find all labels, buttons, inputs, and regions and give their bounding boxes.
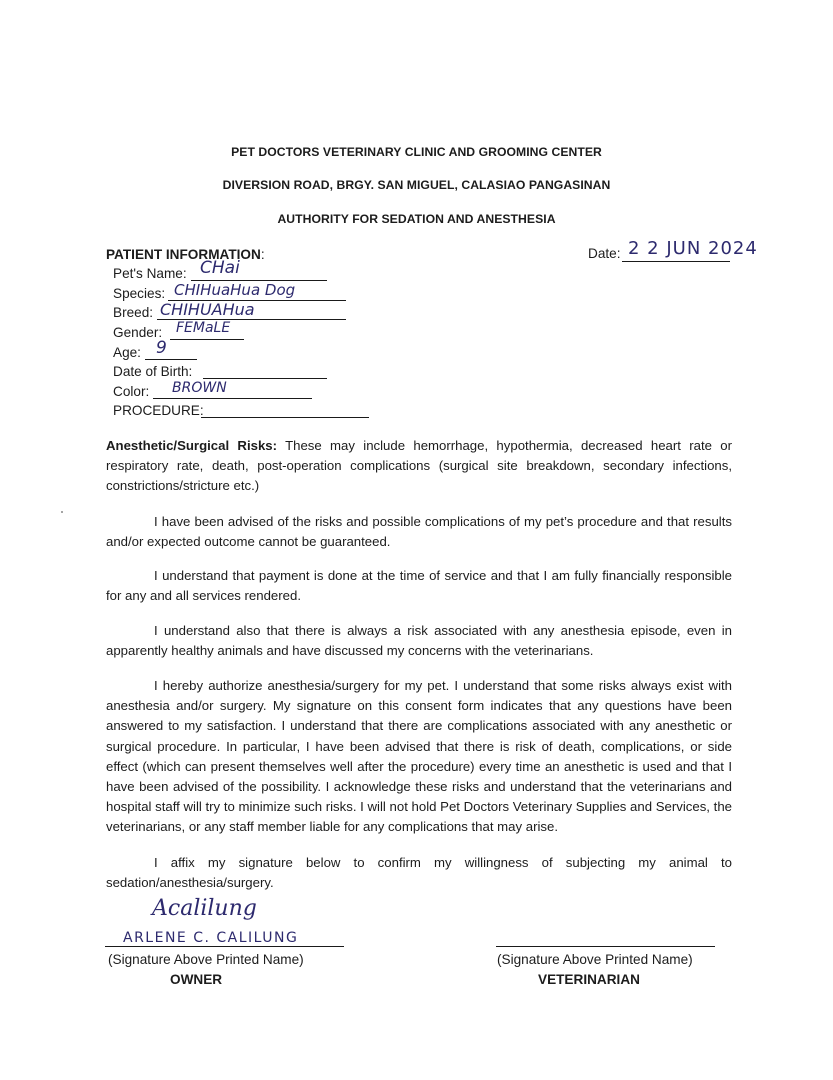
authorization-paragraph [106,676,732,838]
species-value: CHIHuaHua Dog [174,281,296,299]
color-label: Color: [113,384,150,399]
pet-name-value: CHai [200,258,240,278]
advised-paragraph [106,512,732,552]
risk-understanding-text: I understand also that there is always a risk associated with any anesthesia episode, even in apparently healthy animals and have discussed my concerns with the veterinarians. [106,623,732,659]
owner-signature-line [105,946,344,947]
vet-signature-line [496,946,715,947]
age-value: 9 [156,338,167,358]
form-title: AUTHORITY FOR SEDATION AND ANESTHESIA [277,212,556,226]
owner-signature-caption: (Signature Above Printed Name) [108,952,304,967]
risks-text: These may include hemorrhage, hypothermia, decreased heart rate or respiratory rate, death, post-operation complications (surgical site breakdown, secondary infections, constrictions/stricture etc.) [106,438,732,494]
dob-label: Date of Birth: [113,364,193,379]
scan-speck [61,511,63,513]
species-label: Species: [113,286,166,301]
color-value: BROWN [172,380,227,396]
advised-text: I have been advised of the risks and possible complications of my pet’s procedure and that results and/or expected outcome cannot be guaranteed. [106,514,732,550]
owner-printed-name: ARLENE C. CALILUNG [123,930,299,946]
risk-understanding-paragraph [106,621,732,661]
clinic-address: DIVERSION ROAD, BRGY. SAN MIGUEL, CALASIAO PANGASINAN [222,178,611,192]
clinic-name: PET DOCTORS VETERINARY CLINIC AND GROOMING CENTER [231,145,602,159]
dob-line [203,378,327,379]
vet-signature-caption: (Signature Above Printed Name) [497,952,693,967]
vet-role: VETERINARIAN [538,972,640,987]
owner-signature: Acalilung [152,896,257,921]
age-label: Age: [113,345,141,360]
gender-value: FEMaLE [176,320,231,336]
procedure-line [201,417,369,418]
date-underline [622,261,730,262]
age-line [145,359,197,360]
pet-name-label: Pet's Name: [113,266,187,281]
gender-line [170,339,244,340]
payment-paragraph [106,566,732,606]
affix-signature-paragraph [106,853,732,893]
breed-label: Breed: [113,305,154,320]
patient-info-heading: PATIENT INFORMATION: [106,247,265,262]
breed-value: CHIHUAHua [160,300,255,319]
date-value: 2 2 JUN 2024 [628,238,758,259]
color-line [153,398,312,399]
owner-role: OWNER [170,972,223,987]
authorization-text: I hereby authorize anesthesia/surgery for my pet. I understand that some risks always exist with anesthesia and/or surgery. My signature on this consent form indicates that any questions have been answered to my satisfaction. I understand that there are complications associated with any anesthetic or surgical procedure. In particular, I have been advised that there is risk of death, complications, or side effect (which can present themselves well after the procedure) every time an anesthetic is used and that I have been advised of the possibility. I acknowledge these risks and understand that the veterinarians and hospital staff will try to minimize such risks. I will not hold Pet Doctors Veterinary Supplies and Services, the veterinarians, or any staff member liable for any complications that may arise. [106,678,732,835]
affix-signature-text: I affix my signature below to confirm my willingness of subjecting my animal to sedation/anesthesia/surgery. [106,855,732,891]
date-label: Date: [588,246,621,261]
risks-heading: Anesthetic/Surgical Risks: [106,438,278,453]
procedure-label: PROCEDURE: [113,403,204,418]
gender-label: Gender: [113,325,163,340]
payment-text: I understand that payment is done at the time of service and that I am fully financially responsible for any and all services rendered. [106,568,732,604]
risks-paragraph [106,436,732,497]
